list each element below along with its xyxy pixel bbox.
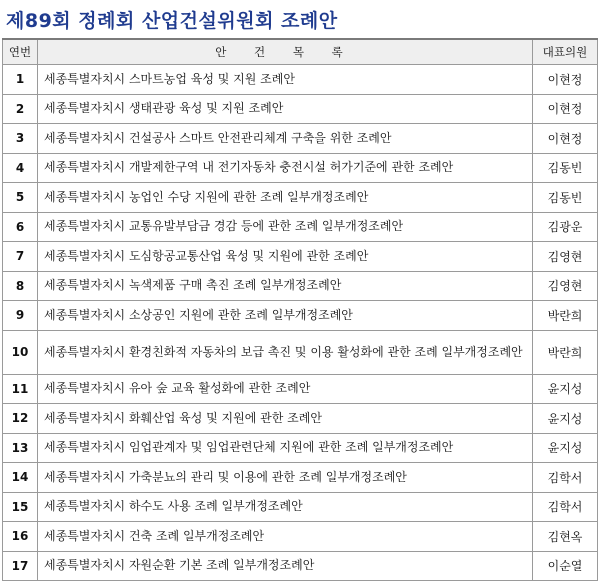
row-subject: 세종특별자치시 임업관계자 및 임업관련단체 지원에 관한 조례 일부개정조례안 [38,433,533,463]
table-row [3,330,598,374]
row-number: 16 [3,522,38,552]
row-subject: 세종특별자치시 녹색제품 구매 촉진 조례 일부개정조례안 [38,271,533,301]
table-row [3,124,598,154]
row-number: 1 [3,65,38,95]
row-number: 8 [3,271,38,301]
row-representative: 김동빈 [533,183,598,213]
row-number: 9 [3,301,38,331]
row-number: 2 [3,94,38,124]
row-number: 7 [3,242,38,272]
row-representative: 윤지성 [533,433,598,463]
header-number: 연번 [3,39,38,65]
header-representative: 대표의원 [533,39,598,65]
row-representative: 박란희 [533,301,598,331]
row-subject: 세종특별자치시 건축 조례 일부개정조례안 [38,522,533,552]
row-representative: 김영현 [533,271,598,301]
row-representative: 김학서 [533,463,598,493]
row-representative: 김동빈 [533,153,598,183]
row-number: 12 [3,404,38,434]
header-subject: 안 건 목 록 [38,39,533,65]
row-subject: 세종특별자치시 소상공인 지원에 관한 조례 일부개정조례안 [38,301,533,331]
row-subject: 세종특별자치시 유아 숲 교육 활성화에 관한 조례안 [38,374,533,404]
row-subject: 세종특별자치시 하수도 사용 조례 일부개정조례안 [38,492,533,522]
row-representative: 김학서 [533,492,598,522]
table-header-row [3,39,598,65]
row-representative: 이현정 [533,94,598,124]
row-subject: 세종특별자치시 교통유발부담금 경감 등에 관한 조례 일부개정조례안 [38,212,533,242]
row-representative: 김영현 [533,242,598,272]
table-row [3,433,598,463]
page-title: 제89회 정례회 산업건설위원회 조례안 [6,10,338,32]
table-row [3,374,598,404]
table-row [3,183,598,213]
table-row [3,492,598,522]
row-number: 11 [3,374,38,404]
ordinance-table [2,38,598,581]
table-row [3,271,598,301]
row-subject: 세종특별자치시 생태관광 육성 및 지원 조례안 [38,94,533,124]
row-representative: 이순열 [533,551,598,581]
table-row [3,463,598,493]
row-number: 4 [3,153,38,183]
row-representative: 윤지성 [533,374,598,404]
row-number: 14 [3,463,38,493]
row-subject: 세종특별자치시 개발제한구역 내 전기자동차 충전시설 허가기준에 관한 조례안 [38,153,533,183]
table-row [3,153,598,183]
table-row [3,522,598,552]
row-subject: 세종특별자치시 화훼산업 육성 및 지원에 관한 조례안 [38,404,533,434]
row-representative: 김현옥 [533,522,598,552]
row-number: 10 [3,330,38,374]
row-subject: 세종특별자치시 스마트농업 육성 및 지원 조례안 [38,65,533,95]
table-row [3,94,598,124]
row-subject: 세종특별자치시 가축분뇨의 관리 및 이용에 관한 조례 일부개정조례안 [38,463,533,493]
table-row [3,212,598,242]
row-subject: 세종특별자치시 도심항공교통산업 육성 및 지원에 관한 조례안 [38,242,533,272]
row-subject: 세종특별자치시 농업인 수당 지원에 관한 조례 일부개정조례안 [38,183,533,213]
row-representative: 윤지성 [533,404,598,434]
row-representative: 김광운 [533,212,598,242]
row-number: 13 [3,433,38,463]
row-number: 3 [3,124,38,154]
row-number: 6 [3,212,38,242]
row-representative: 박란희 [533,330,598,374]
table-row [3,301,598,331]
row-subject: 세종특별자치시 환경친화적 자동차의 보급 촉진 및 이용 활성화에 관한 조례 일부개정조례안 [38,330,533,374]
table-row [3,551,598,581]
row-number: 5 [3,183,38,213]
row-number: 17 [3,551,38,581]
table-row [3,404,598,434]
row-representative: 이현정 [533,65,598,95]
table-row [3,242,598,272]
table-row [3,65,598,95]
row-subject: 세종특별자치시 건설공사 스마트 안전관리체계 구축을 위한 조례안 [38,124,533,154]
row-subject: 세종특별자치시 자원순환 기본 조례 일부개정조례안 [38,551,533,581]
row-number: 15 [3,492,38,522]
row-representative: 이현정 [533,124,598,154]
